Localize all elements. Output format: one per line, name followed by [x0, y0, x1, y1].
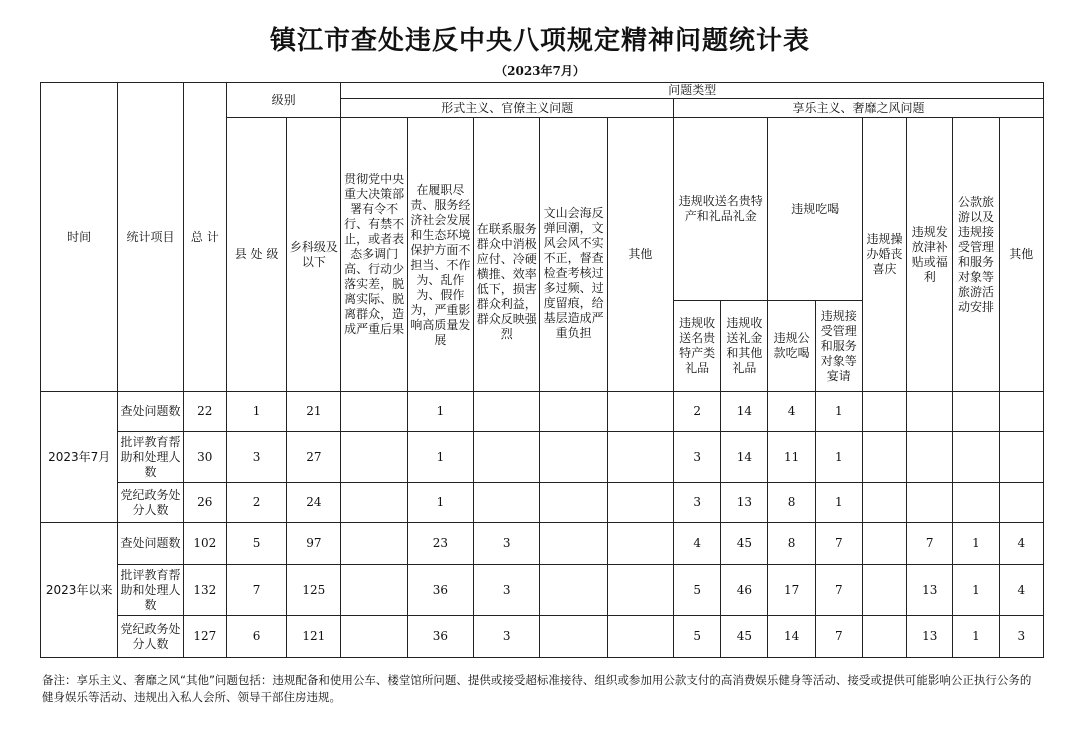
cell-subsidy: 13	[907, 565, 953, 616]
header-gift-group: 违规收送名贵特产和礼品礼金	[674, 118, 768, 301]
cell-wedding	[862, 483, 906, 523]
row-label: 党纪政务处分人数	[118, 483, 183, 523]
header-level-township: 乡科级及以下	[287, 118, 341, 392]
header-formalism-duty: 在履职尽责、服务经济社会发展和生态环境保护方面不担当、不作为、乱作为、假作为，严重影响高质量发展	[407, 118, 473, 392]
cell-travel	[953, 432, 999, 483]
cell-formalism-decision	[341, 565, 407, 616]
header-formalism-other: 其他	[607, 118, 673, 392]
cell-wedding	[862, 616, 906, 658]
cell-formalism-other	[607, 432, 673, 483]
cell-formalism-service: 3	[474, 523, 540, 565]
footnote: 备注：享乐主义、奢靡之风“其他”问题包括：违规配备和使用公车、楼堂馆所问题、提供或接受超标准接待、组织或参加用公款支付的高消费娱乐健身等活动、接受或提供可能影响公正执行公务的健身娱乐等活动、违规出入私人会所、领导干部住房违规。	[42, 673, 1032, 704]
cell-gift-specialty: 2	[674, 392, 721, 432]
cell-level-county: 6	[226, 616, 286, 658]
cell-level-township: 121	[287, 616, 341, 658]
cell-travel: 1	[953, 565, 999, 616]
cell-hedonism-other: 4	[999, 565, 1043, 616]
cell-level-county: 7	[226, 565, 286, 616]
cell-gift-cash: 13	[721, 483, 768, 523]
cell-gift-specialty: 4	[674, 523, 721, 565]
cell-total: 127	[183, 616, 226, 658]
cell-total: 26	[183, 483, 226, 523]
cell-formalism-service: 3	[474, 616, 540, 658]
cell-formalism-decision	[341, 523, 407, 565]
cell-formalism-meetings	[540, 432, 607, 483]
header-time: 时间	[41, 83, 118, 392]
cell-formalism-decision	[341, 616, 407, 658]
cell-total: 132	[183, 565, 226, 616]
cell-gift-specialty: 3	[674, 483, 721, 523]
cell-level-county: 2	[226, 483, 286, 523]
cell-total: 30	[183, 432, 226, 483]
cell-eat-public: 8	[768, 483, 815, 523]
cell-level-township: 21	[287, 392, 341, 432]
cell-formalism-meetings	[540, 565, 607, 616]
cell-total: 102	[183, 523, 226, 565]
cell-hedonism-other	[999, 392, 1043, 432]
cell-formalism-meetings	[540, 616, 607, 658]
cell-wedding	[862, 392, 906, 432]
cell-formalism-decision	[341, 392, 407, 432]
header-travel: 公款旅游以及违规接受管理和服务对象等旅游活动安排	[953, 118, 999, 392]
cell-formalism-meetings	[540, 392, 607, 432]
cell-level-township: 27	[287, 432, 341, 483]
cell-formalism-other	[607, 392, 673, 432]
header-formalism-group: 形式主义、官僚主义问题	[341, 99, 674, 118]
cell-hedonism-other: 3	[999, 616, 1043, 658]
header-total: 总 计	[183, 83, 226, 392]
cell-hedonism-other	[999, 483, 1043, 523]
row-label: 查处问题数	[118, 392, 183, 432]
cell-wedding	[862, 432, 906, 483]
cell-eat-public: 8	[768, 523, 815, 565]
cell-formalism-service	[474, 392, 540, 432]
cell-formalism-meetings	[540, 483, 607, 523]
cell-hedonism-other: 4	[999, 523, 1043, 565]
cell-subsidy: 7	[907, 523, 953, 565]
cell-formalism-other	[607, 565, 673, 616]
cell-formalism-other	[607, 616, 673, 658]
cell-travel: 1	[953, 616, 999, 658]
cell-eat-public: 17	[768, 565, 815, 616]
cell-level-township: 97	[287, 523, 341, 565]
cell-subsidy	[907, 432, 953, 483]
cell-subsidy	[907, 483, 953, 523]
cell-eat-banquet: 1	[815, 392, 862, 432]
cell-subsidy	[907, 392, 953, 432]
cell-gift-cash: 14	[721, 432, 768, 483]
header-formalism-service: 在联系服务群众中消极应付、冷硬横推、效率低下，损害群众利益，群众反映强烈	[474, 118, 540, 392]
cell-level-county: 3	[226, 432, 286, 483]
header-level-county: 县 处 级	[226, 118, 286, 392]
cell-hedonism-other	[999, 432, 1043, 483]
cell-eat-public: 14	[768, 616, 815, 658]
cell-gift-specialty: 5	[674, 565, 721, 616]
cell-level-township: 24	[287, 483, 341, 523]
header-wedding: 违规操办婚丧喜庆	[862, 118, 906, 392]
header-eat-group: 违规吃喝	[768, 118, 862, 301]
cell-formalism-other	[607, 483, 673, 523]
cell-eat-banquet: 1	[815, 432, 862, 483]
cell-eat-banquet: 7	[815, 616, 862, 658]
header-gift-specialty: 违规收送名贵特产类礼品	[674, 301, 721, 392]
cell-formalism-duty: 36	[407, 565, 473, 616]
header-eat-banquet: 违规接受管理和服务对象等宴请	[815, 301, 862, 392]
cell-level-county: 5	[226, 523, 286, 565]
cell-eat-banquet: 7	[815, 523, 862, 565]
header-item: 统计项目	[118, 83, 183, 392]
cell-gift-cash: 45	[721, 616, 768, 658]
row-label: 批评教育帮助和处理人数	[118, 565, 183, 616]
cell-level-township: 125	[287, 565, 341, 616]
cell-gift-specialty: 5	[674, 616, 721, 658]
cell-eat-public: 4	[768, 392, 815, 432]
header-level: 级别	[226, 83, 341, 118]
cell-gift-specialty: 3	[674, 432, 721, 483]
cell-formalism-service: 3	[474, 565, 540, 616]
page-title: 镇江市查处违反中央八项规定精神问题统计表	[269, 26, 810, 56]
cell-formalism-duty: 1	[407, 432, 473, 483]
cell-formalism-decision	[341, 432, 407, 483]
cell-subsidy: 13	[907, 616, 953, 658]
cell-formalism-duty: 36	[407, 616, 473, 658]
header-formalism-meetings: 文山会海反弹回潮，文风会风不实不正，督查检查考核过多过频、过度留痕，给基层造成严重负担	[540, 118, 607, 392]
cell-travel	[953, 392, 999, 432]
row-label: 批评教育帮助和处理人数	[118, 432, 183, 483]
cell-formalism-service	[474, 483, 540, 523]
cell-formalism-duty: 23	[407, 523, 473, 565]
cell-gift-cash: 45	[721, 523, 768, 565]
header-hedonism-group: 享乐主义、奢靡之风问题	[674, 99, 1044, 118]
cell-eat-banquet: 1	[815, 483, 862, 523]
cell-formalism-service	[474, 432, 540, 483]
cell-wedding	[862, 565, 906, 616]
cell-wedding	[862, 523, 906, 565]
header-hedonism-other: 其他	[999, 118, 1043, 392]
statistics-table	[40, 82, 1044, 658]
period-cell: 2023年以来	[41, 523, 118, 658]
header-gift-cash: 违规收送礼金和其他礼品	[721, 301, 768, 392]
cell-eat-banquet: 7	[815, 565, 862, 616]
page-subtitle: （2023年7月）	[495, 64, 585, 78]
header-formalism-decision: 贯彻党中央重大决策部署有令不行、有禁不止，或者表态多调门高、行动少落实差，脱离实际、脱离群众，造成严重后果	[341, 118, 407, 392]
cell-formalism-duty: 1	[407, 483, 473, 523]
period-cell: 2023年7月	[41, 392, 118, 523]
header-subsidy: 违规发放津补贴或福利	[907, 118, 953, 392]
cell-gift-cash: 46	[721, 565, 768, 616]
cell-formalism-duty: 1	[407, 392, 473, 432]
cell-formalism-decision	[341, 483, 407, 523]
header-issue-type: 问题类型	[341, 83, 1044, 99]
row-label: 查处问题数	[118, 523, 183, 565]
row-label: 党纪政务处分人数	[118, 616, 183, 658]
cell-total: 22	[183, 392, 226, 432]
cell-level-county: 1	[226, 392, 286, 432]
header-eat-public: 违规公款吃喝	[768, 301, 815, 392]
cell-formalism-other	[607, 523, 673, 565]
cell-gift-cash: 14	[721, 392, 768, 432]
cell-travel	[953, 483, 999, 523]
cell-eat-public: 11	[768, 432, 815, 483]
cell-travel: 1	[953, 523, 999, 565]
cell-formalism-meetings	[540, 523, 607, 565]
